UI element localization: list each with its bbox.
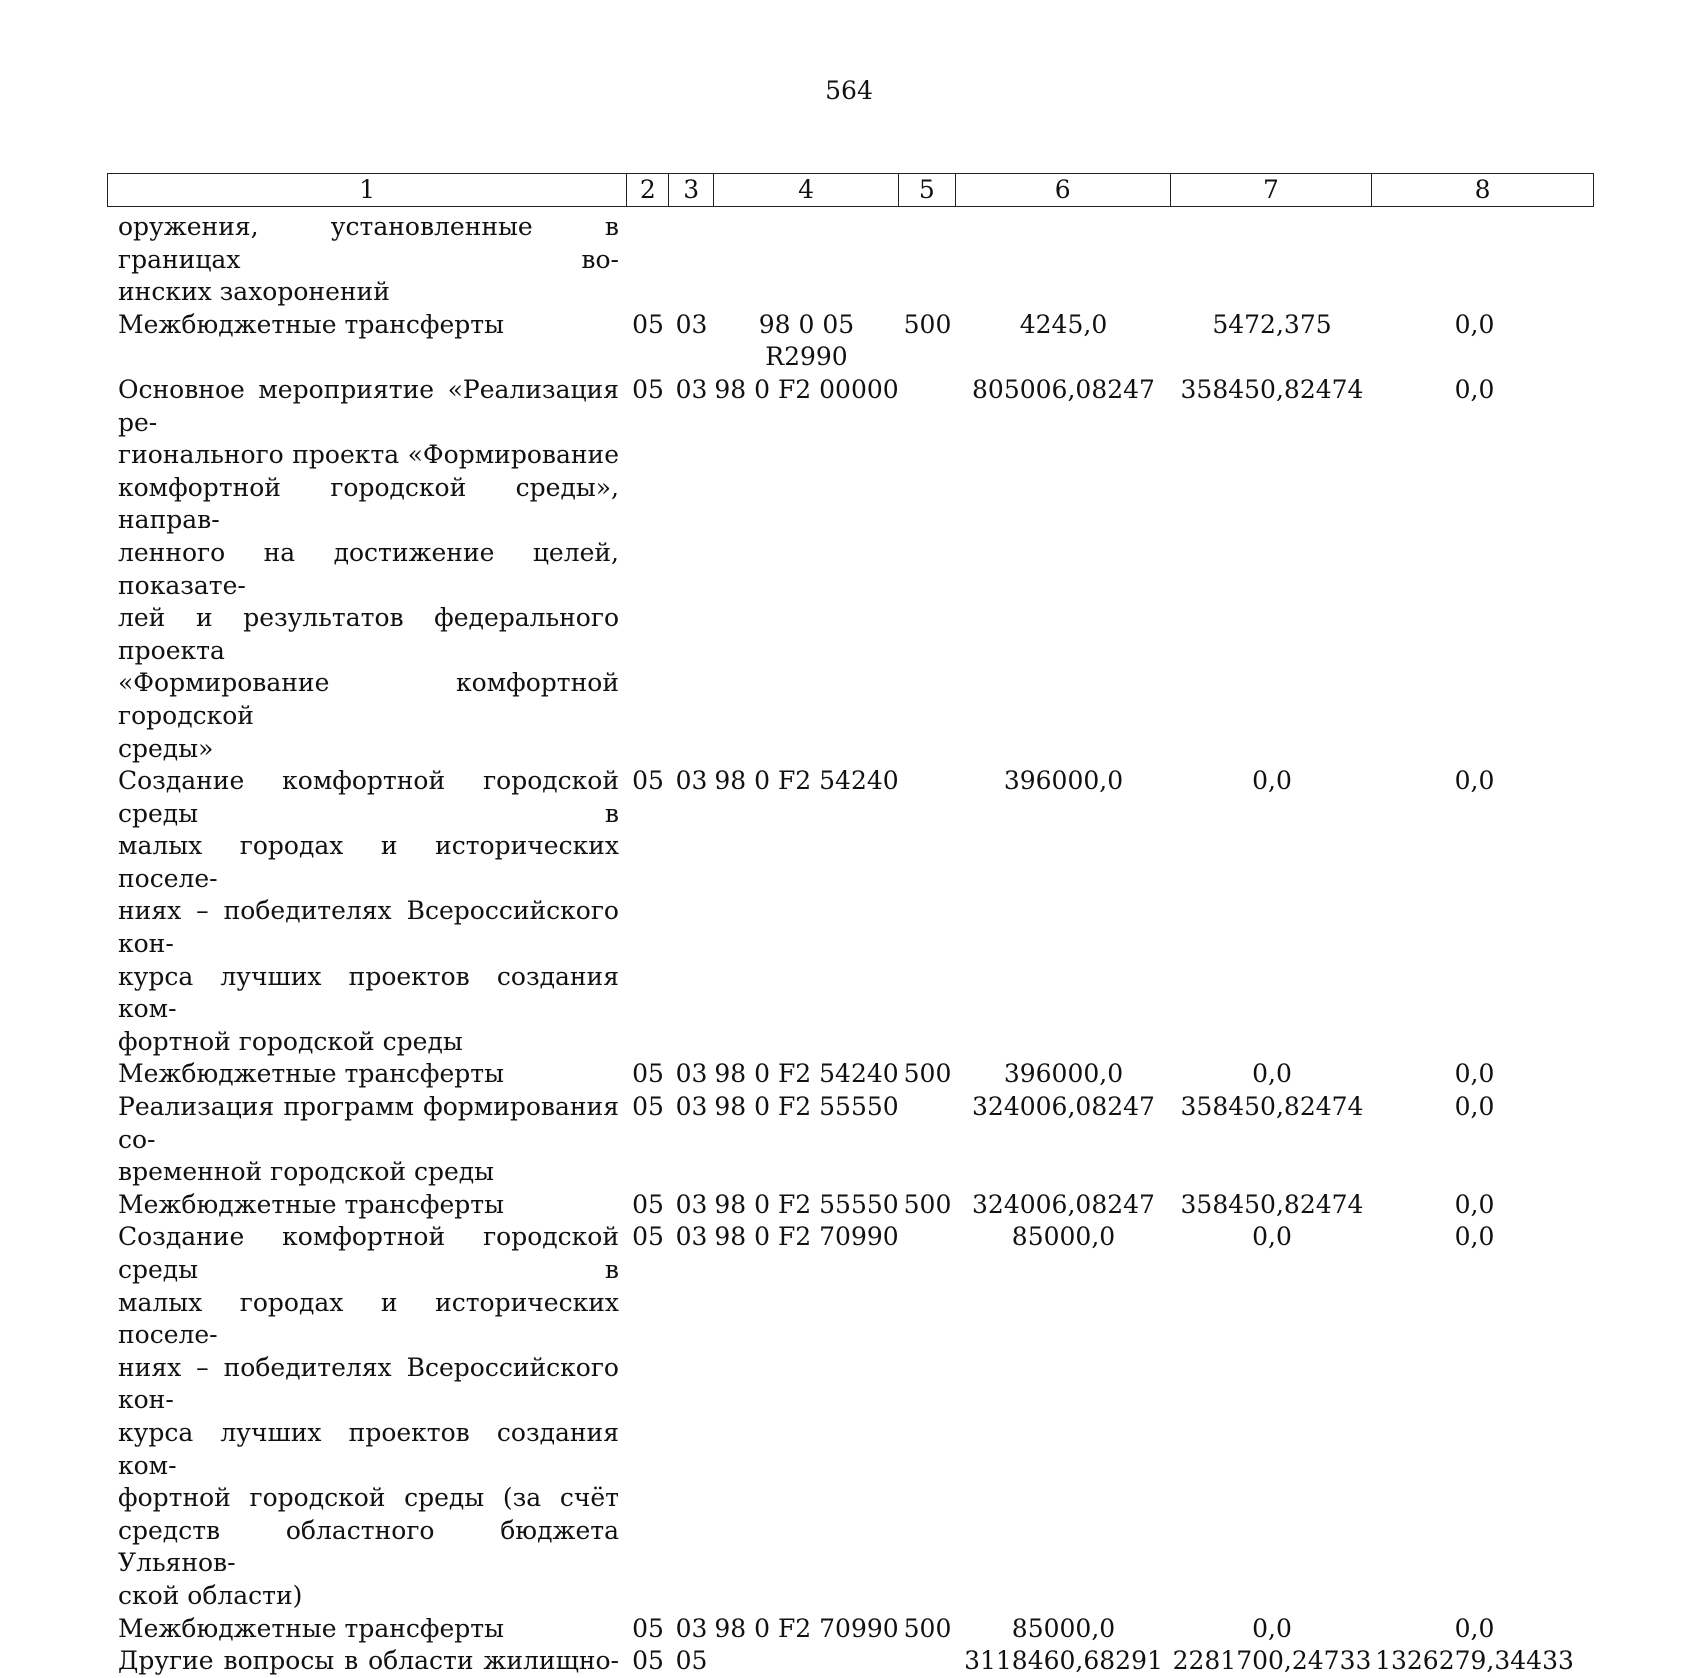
expense-type-code: 500 <box>903 1059 952 1089</box>
target-article-code: 98 0 F2 54240 <box>714 766 899 796</box>
description-line: временной городской среды <box>118 1157 495 1187</box>
row-description <box>107 1058 627 1091</box>
target-article-code: 98 0 F2 00000 <box>714 374 899 404</box>
amount-col-6: 396000,0 <box>1003 1059 1124 1089</box>
section-code: 05 <box>632 374 664 404</box>
description-line: Создание комфортной городской среды в <box>118 1222 619 1284</box>
amount-col-7: 2281700,24733 <box>1172 1646 1372 1676</box>
subsection-code: 03 <box>675 374 708 404</box>
expense-type-code: 500 <box>903 1613 952 1643</box>
target-article-code <box>714 1645 899 1678</box>
section-code: 05 <box>632 309 664 339</box>
target-article-code: 98 0 F2 54240 <box>714 1059 899 1089</box>
section-code: 05 <box>632 1059 664 1089</box>
description-line: «Формирование комфортной городской <box>118 668 619 730</box>
amount-col-7: 358450,82474 <box>1180 374 1364 404</box>
row-description <box>107 765 627 1058</box>
subsection-code: 03 <box>675 1092 708 1122</box>
row-description <box>107 1221 627 1612</box>
description-line: малых городах и исторических поселе- <box>118 1287 619 1350</box>
amount-col-8: 0,0 <box>1454 1059 1495 1089</box>
expense-type-code <box>899 211 956 309</box>
row-description <box>107 374 627 765</box>
target-article-code: 98 0 F2 70990 <box>714 1613 899 1643</box>
description-line: ниях – победителях Всероссийского кон- <box>118 1352 619 1415</box>
description-line: Межбюджетные трансферты <box>118 1613 505 1643</box>
expense-type-code <box>899 374 956 765</box>
amount-col-6: 3118460,68291 <box>964 1646 1163 1676</box>
description-line: курса лучших проектов создания ком- <box>118 1417 619 1480</box>
description-line: средств областного бюджета Ульянов- <box>118 1515 619 1578</box>
target-article-code: 98 0 F2 55550 <box>714 1092 899 1122</box>
page-number: 564 <box>825 76 873 105</box>
description-line: инских захоронений <box>118 277 390 307</box>
amount-col-6: 4245,0 <box>1019 309 1108 339</box>
description-line: ской области) <box>118 1580 303 1610</box>
amount-col-7: 358450,82474 <box>1180 1189 1364 1219</box>
amount-col-7: 5472,375 <box>1212 309 1332 339</box>
description-line: комфортной городской среды», направ- <box>118 472 619 535</box>
amount-col-6 <box>956 211 1171 309</box>
description-line: Межбюджетные трансферты <box>118 1059 505 1089</box>
column-header-8: 8 <box>1474 175 1491 204</box>
amount-col-7: 0,0 <box>1252 1613 1292 1643</box>
table-row <box>107 1058 1594 1091</box>
amount-col-8: 1326279,34433 <box>1375 1646 1574 1676</box>
amount-col-8: 0,0 <box>1454 374 1495 404</box>
description-line: фортной городской среды <box>118 1026 463 1056</box>
amount-col-6: 85000,0 <box>1011 1222 1116 1252</box>
description-line: среды» <box>118 733 214 763</box>
column-header-3: 3 <box>669 174 714 206</box>
expense-type-code <box>899 1091 956 1189</box>
row-description <box>107 1091 627 1189</box>
subsection-code: 03 <box>675 1189 708 1219</box>
expense-type-code <box>899 1645 956 1678</box>
description-line: Основное мероприятие «Реализация ре- <box>118 374 619 437</box>
table-row <box>107 1091 1594 1189</box>
section-code: 05 <box>632 766 664 796</box>
amount-col-8: 0,0 <box>1454 1092 1495 1122</box>
subsection-code: 03 <box>675 766 708 796</box>
description-line: гионального проекта «Формирование <box>118 440 619 470</box>
subsection-code <box>669 211 714 309</box>
amount-col-8: 0,0 <box>1454 1189 1495 1219</box>
table-row <box>107 211 1594 309</box>
amount-col-7 <box>1171 211 1373 309</box>
amount-col-6: 85000,0 <box>1011 1613 1116 1643</box>
description-line: курса лучших проектов создания ком- <box>118 961 619 1024</box>
row-description <box>107 309 627 374</box>
amount-col-6: 805006,08247 <box>972 374 1155 404</box>
column-header-7: 7 <box>1171 174 1373 206</box>
amount-col-7: 358450,82474 <box>1180 1092 1364 1122</box>
column-header-5: 5 <box>899 174 956 206</box>
column-header-6: 6 <box>956 174 1171 206</box>
description-line: ленного на достижение целей, показате- <box>118 537 619 600</box>
table-row <box>107 1613 1594 1646</box>
table-header <box>107 173 1594 207</box>
subsection-code: 03 <box>675 309 708 339</box>
description-line: Реализация программ формирования со- <box>118 1092 619 1154</box>
description-line: Другие вопросы в области жилищно- <box>118 1646 619 1676</box>
table-body <box>107 211 1594 1678</box>
row-description <box>107 211 627 309</box>
section-code: 05 <box>632 1222 664 1252</box>
description-line: малых городах и исторических поселе- <box>118 831 619 893</box>
table-row <box>107 374 1594 765</box>
section-code: 05 <box>632 1613 664 1643</box>
expense-type-code: 500 <box>903 309 952 339</box>
section-code: 05 <box>632 1092 664 1122</box>
amount-col-8 <box>1373 211 1576 309</box>
target-article-code <box>714 211 899 309</box>
expense-type-code: 500 <box>903 1189 952 1219</box>
amount-col-7: 0,0 <box>1252 1222 1292 1252</box>
amount-col-7: 0,0 <box>1252 766 1292 796</box>
subsection-code: 03 <box>675 1059 708 1089</box>
amount-col-8: 0,0 <box>1454 309 1495 339</box>
description-line: оружения, установленные в границах во- <box>118 212 619 274</box>
table-row <box>107 1645 1594 1678</box>
amount-col-6: 324006,08247 <box>972 1092 1155 1122</box>
target-article-code: 98 0 F2 55550 <box>714 1189 899 1219</box>
description-line: фортной городской среды (за счёт <box>118 1483 619 1513</box>
column-header-1: 1 <box>108 174 627 206</box>
table-row <box>107 1221 1594 1612</box>
amount-col-6: 324006,08247 <box>972 1189 1155 1219</box>
subsection-code: 03 <box>675 1222 708 1252</box>
target-article-code: 98 0 05 R2990 <box>758 309 855 372</box>
target-article-code: 98 0 F2 70990 <box>714 1222 899 1252</box>
subsection-code: 03 <box>675 1613 708 1643</box>
table-row <box>107 765 1594 1058</box>
amount-col-7: 0,0 <box>1252 1059 1292 1089</box>
section-code: 05 <box>632 1646 664 1676</box>
row-description <box>107 1645 627 1678</box>
table-row <box>107 309 1594 374</box>
table-row <box>107 1189 1594 1222</box>
column-header-4: 4 <box>714 174 899 206</box>
section-code: 05 <box>632 1189 664 1219</box>
description-line: лей и результатов федерального проекта <box>118 603 619 665</box>
expense-type-code <box>899 765 956 1058</box>
description-line: ниях – победителях Всероссийского кон- <box>118 896 619 959</box>
amount-col-8: 0,0 <box>1454 766 1495 796</box>
section-code <box>627 211 669 309</box>
row-description <box>107 1189 627 1222</box>
amount-col-8: 0,0 <box>1454 1222 1495 1252</box>
description-line: Межбюджетные трансферты <box>118 309 505 339</box>
column-header-2: 2 <box>627 174 669 206</box>
row-description <box>107 1613 627 1646</box>
amount-col-6: 396000,0 <box>1003 766 1124 796</box>
expense-type-code <box>899 1221 956 1612</box>
description-line: Межбюджетные трансферты <box>118 1189 505 1219</box>
amount-col-8: 0,0 <box>1454 1613 1495 1643</box>
subsection-code: 05 <box>675 1646 708 1676</box>
description-line: Создание комфортной городской среды в <box>118 766 619 828</box>
